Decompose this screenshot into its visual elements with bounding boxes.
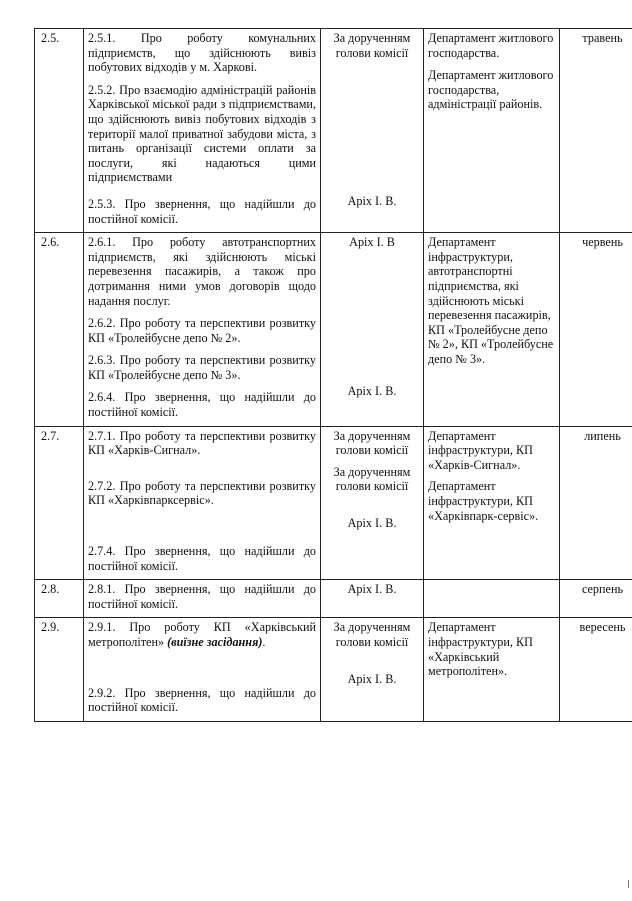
topic-item: 2.5.3. Про звернення, що надійшли до постійної комісії. (88, 196, 316, 226)
row-number: 2.5. (35, 29, 84, 233)
plan-table (34, 28, 632, 722)
topic-item-tail: . (262, 635, 266, 649)
table-row (35, 580, 632, 618)
topic-item: 2.6.4. Про звернення, що надійшли до постійної комісії. (88, 390, 316, 420)
topic-item: 2.8.1. Про звернення, що надійшли до постійної комісії. (88, 582, 316, 611)
topic-item: 2.5.1. Про роботу комунальних підприємств, що здійснюють вивіз побутових відходів у м. Харкові. (88, 31, 316, 75)
month-cell: липень (560, 426, 632, 580)
row-number: 2.7. (35, 426, 84, 580)
topic-cell (84, 618, 321, 721)
topic-item (88, 620, 316, 649)
topic-item-emphasis: (виїзне засідання) (167, 635, 263, 649)
responsible-item: Аріх І. В. (347, 582, 397, 597)
executor-item: Департамент житлового господарства, адміністрації районів. (428, 68, 554, 112)
executor-cell (424, 29, 560, 233)
row-number: 2.6. (35, 233, 84, 427)
responsible-item: Аріх І. В. (347, 383, 397, 398)
table-row (35, 29, 632, 233)
topic-item: 2.6.3. Про роботу та перспективи розвитку КП «Тролейбусне депо № 3». (88, 353, 316, 382)
table-row (35, 426, 632, 580)
topic-item-text: 2.9.1. Про роботу КП «Харківський метрополітен» (88, 620, 316, 649)
executor-cell (424, 580, 560, 618)
responsible-cell (321, 580, 424, 618)
executor-cell (424, 233, 560, 427)
responsible-cell (321, 618, 424, 721)
responsible-item: За дорученням голови комісії (333, 620, 411, 649)
responsible-item: Аріх І. В. (347, 194, 397, 209)
topic-item: 2.7.2. Про роботу та перспективи розвитку КП «Харківпарксервіс». (88, 478, 316, 508)
responsible-item: Аріх І. В. (347, 516, 397, 531)
topic-item: 2.6.1. Про роботу автотранспортних підприємств, які здійснюють міські перевезення пасажирів, а також про дотримання ними умов договорів щодо надання послуг. (88, 235, 316, 308)
executor-item: Департамент інфраструктури, автотранспортні підприємства, які здійснюють міські перевезення пасажирів, КП «Тролейбусне депо № 2», КП «Тролейбусне депо № 3». (428, 235, 554, 366)
responsible-item: Аріх І. В. (347, 671, 397, 686)
executor-cell (424, 426, 560, 580)
topic-item: 2.5.2. Про взаємодію адміністрацій районів Харківської міської ради з підприємствами, що здійснюють вивіз побутових відходів з території малої приватної забудови міста, з питань організації системи оплати за послуги, які надаються цими підприємствами (88, 82, 316, 185)
executor-item: Департамент інфраструктури, КП «Харківський метрополітен». (428, 620, 533, 679)
topic-cell (84, 426, 321, 580)
topic-item: 2.7.1. Про роботу та перспективи розвитку КП «Харків-Сигнал». (88, 428, 316, 458)
topic-cell (84, 29, 321, 233)
executor-item: Департамент житлового господарства. (428, 31, 554, 60)
topic-cell (84, 580, 321, 618)
month-cell: червень (560, 233, 632, 427)
topic-item: 2.9.2. Про звернення, що надійшли до постійної комісії. (88, 685, 316, 715)
topic-cell (84, 233, 321, 427)
executor-item: Департамент інфраструктури, КП «Харківпарк-сервіс». (428, 479, 539, 523)
month-cell: вересень (560, 618, 632, 721)
responsible-cell (321, 29, 424, 233)
responsible-cell (321, 233, 424, 427)
executor-cell (424, 618, 560, 721)
responsible-cell (321, 426, 424, 580)
executor-item: Департамент інфраструктури, КП «Харків-Сигнал». (428, 428, 533, 472)
topic-item: 2.7.4. Про звернення, що надійшли до постійної комісії. (88, 544, 316, 573)
row-number: 2.9. (35, 618, 84, 721)
month-cell: травень (560, 29, 632, 233)
topic-item: 2.6.2. Про роботу та перспективи розвитку КП «Тролейбусне депо № 2». (88, 316, 316, 345)
responsible-item: Аріх І. В (349, 235, 395, 250)
row-number: 2.8. (35, 580, 84, 618)
table-row (35, 618, 632, 721)
table-row (35, 233, 632, 427)
responsible-item: За дорученням голови комісії (333, 428, 411, 458)
responsible-item: За дорученням голови комісії (333, 31, 411, 60)
responsible-item: За дорученням голови комісії (333, 464, 411, 494)
month-cell: серпень (560, 580, 632, 618)
scan-edge-mark (622, 880, 629, 888)
